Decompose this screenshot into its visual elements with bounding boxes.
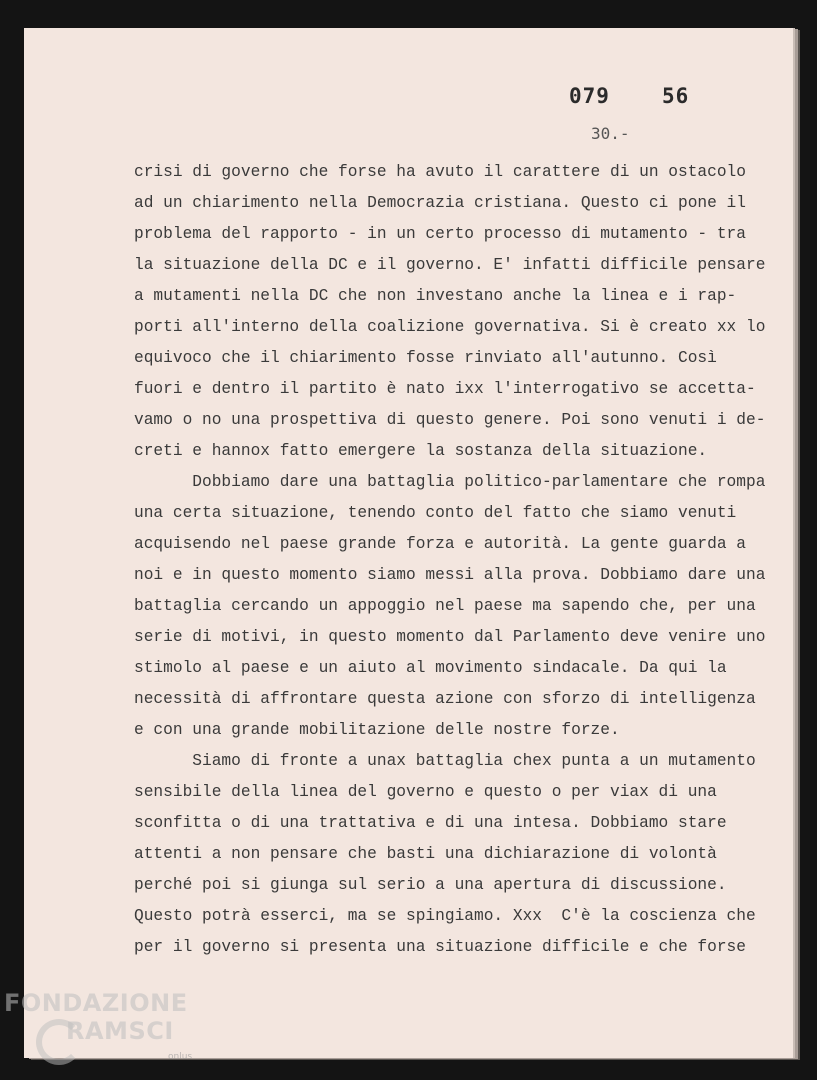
text-line: necessità di affrontare questa azione con sforzo di intelligenza — [134, 690, 756, 708]
watermark-line-1: FONDAZIONE — [4, 989, 188, 1017]
text-line: attenti a non pensare che basti una dichiarazione di volontà — [134, 845, 717, 863]
text-line: porti all'interno della coalizione governativa. Si è creato xx lo — [134, 318, 766, 336]
text-line: la situazione della DC e il governo. E' infatti difficile pensare — [134, 256, 766, 274]
text-line: Siamo di fronte a unax battaglia chex punta a un mutamento — [134, 752, 756, 770]
watermark-g-logo-icon — [36, 1019, 82, 1065]
paragraph-1 — [134, 157, 779, 467]
text-line: ad un chiarimento nella Democrazia cristiana. Questo ci pone il — [134, 194, 746, 212]
text-line: battaglia cercando un appoggio nel paese ma sapendo che, per una — [134, 597, 756, 615]
text-line: una certa situazione, tenendo conto del fatto che siamo venuti — [134, 504, 737, 522]
text-line: Dobbiamo dare una battaglia politico-parlamentare che rompa — [134, 473, 766, 491]
text-line: crisi di governo che forse ha avuto il carattere di un ostacolo — [134, 163, 746, 181]
watermark-sub: onlus — [168, 1052, 193, 1062]
text-line: acquisendo nel paese grande forza e autorità. La gente guarda a — [134, 535, 746, 553]
text-line: creti e hannox fatto emergere la sostanza della situazione. — [134, 442, 708, 460]
text-line: equivoco che il chiarimento fosse rinviato all'autunno. Così — [134, 349, 717, 367]
paragraph-2 — [134, 467, 779, 746]
archive-stamp-number: 079 — [569, 84, 610, 108]
text-line: e con una grande mobilitazione delle nostre forze. — [134, 721, 620, 739]
text-line: serie di motivi, in questo momento dal Parlamento deve venire uno — [134, 628, 766, 646]
text-line: noi e in questo momento siamo messi alla prova. Dobbiamo dare una — [134, 566, 766, 584]
document-body — [134, 157, 779, 963]
text-line: Questo potrà esserci, ma se spingiamo. Xxx C'è la coscienza che — [134, 907, 756, 925]
page-number: 30.- — [591, 124, 630, 143]
archive-stamp-folio: 56 — [662, 84, 690, 108]
text-line: problema del rapporto - in un certo processo di mutamento - tra — [134, 225, 746, 243]
text-line: stimolo al paese e un aiuto al movimento sindacale. Da qui la — [134, 659, 727, 677]
text-line: sensibile della linea del governo e questo o per viax di una — [134, 783, 717, 801]
text-line: sconfitta o di una trattativa e di una intesa. Dobbiamo stare — [134, 814, 727, 832]
text-line: perché poi si giunga sul serio a una apertura di discussione. — [134, 876, 727, 894]
text-line: vamo o no una prospettiva di questo genere. Poi sono venuti i de- — [134, 411, 766, 429]
document-page — [24, 28, 793, 1058]
text-line: a mutamenti nella DC che non investano anche la linea e i rap- — [134, 287, 737, 305]
paragraph-3 — [134, 746, 779, 963]
fondazione-gramsci-watermark — [4, 989, 193, 1062]
text-line: fuori e dentro il partito è nato ixx l'interrogativo se accetta- — [134, 380, 756, 398]
watermark-line-2: RAMSCI — [66, 1017, 174, 1045]
text-line: per il governo si presenta una situazione difficile e che forse — [134, 938, 746, 956]
